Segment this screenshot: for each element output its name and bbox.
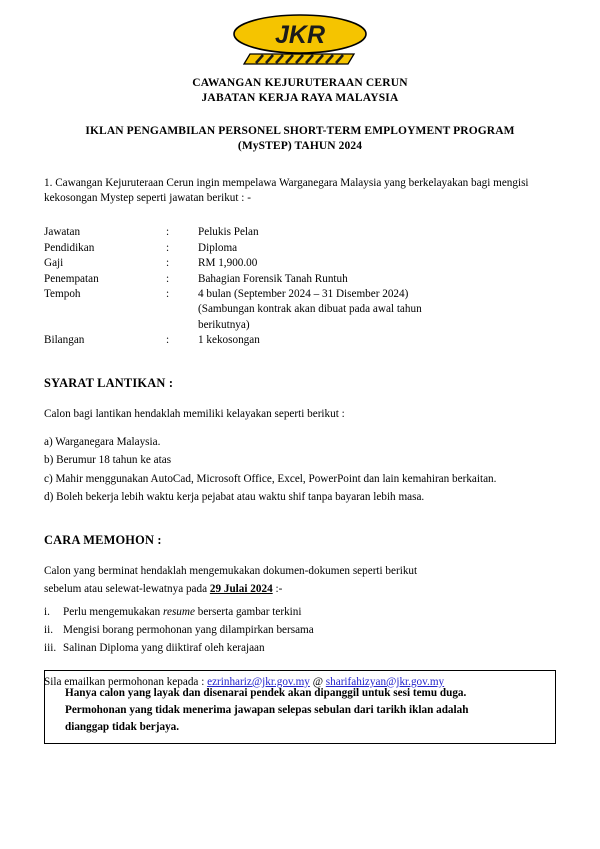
detail-colon: : [166, 241, 170, 254]
cara-lead-suffix: :- [272, 583, 283, 596]
closing-date: 29 Julai 2024 [209, 583, 273, 596]
list-text-italic: resume [163, 605, 195, 618]
detail-colon: : [166, 288, 170, 301]
tempoh-value: 4 bulan (September 2024 – 31 Disember 2024) [198, 288, 409, 301]
detail-value: Pelukis Pelan [198, 226, 259, 239]
list-item-text: Salinan Diploma yang diiktiraf oleh kerajaan [63, 642, 265, 655]
table-row [44, 287, 422, 333]
list-text-before: Perlu mengemukakan [63, 605, 164, 618]
detail-colon: : [166, 226, 170, 239]
syarat-list [44, 405, 556, 507]
notice-line-2: Permohonan yang tidak menerima jawapan selepas sebulan dari tarikh iklan adalah [65, 704, 469, 716]
cara-roman-list [44, 603, 556, 658]
cara-lead-prefix: sebelum atau selewat-lewatnya pada [44, 583, 210, 596]
section-heading-syarat: SYARAT LANTIKAN : [44, 375, 174, 390]
detail-value: Bahagian Forensik Tanah Runtuh [198, 272, 348, 285]
table-row [44, 256, 422, 271]
email-prefix: Sila emailkan permohonan kepada : [44, 675, 208, 688]
tempoh-note-line-1: (Sambungan kontrak akan dibuat pada awal tahun [198, 303, 422, 316]
vacancy-details-table [44, 225, 422, 348]
page-title [44, 124, 556, 154]
detail-colon: : [166, 272, 170, 285]
header-line-2: JABATAN KERJA RAYA MALAYSIA [201, 92, 399, 104]
cara-lead-line-2 [44, 580, 556, 598]
email-link-2[interactable]: sharifahizyan@jkr.gov.my [325, 675, 445, 688]
svg-text:JKR: JKR [274, 21, 326, 49]
detail-label: Jawatan [44, 226, 81, 239]
jkr-logo-icon [230, 14, 370, 66]
list-item: b) Berumur 18 tahun ke atas [44, 454, 172, 467]
cara-list [44, 562, 556, 658]
email-separator: @ [309, 675, 326, 688]
list-item [44, 621, 556, 639]
list-item [44, 603, 556, 621]
tempoh-note-line-2: berikutnya) [198, 318, 250, 331]
email-link-1[interactable]: ezrinhariz@jkr.gov.my [207, 675, 310, 688]
list-item-text [63, 603, 302, 621]
table-row [44, 225, 422, 240]
detail-value: 1 kekosongan [198, 334, 260, 347]
organisation-header [44, 76, 556, 106]
list-item [44, 639, 556, 657]
detail-colon: : [166, 257, 170, 270]
table-row [44, 272, 422, 287]
detail-label: Gaji [44, 257, 64, 270]
list-marker: ii. [44, 623, 54, 636]
notice-box [44, 670, 556, 744]
title-line-1: IKLAN PENGAMBILAN PERSONEL SHORT-TERM EMPLOYMENT PROGRAM [85, 125, 515, 137]
notice-line-3: dianggap tidak berjaya. [65, 721, 180, 733]
list-item-text: Mengisi borang permohonan yang dilampirkan bersama [63, 623, 314, 636]
list-item: a) Warganegara Malaysia. [44, 436, 161, 449]
detail-value: RM 1,900.00 [198, 257, 258, 270]
detail-value [198, 287, 422, 333]
detail-value: Diploma [198, 241, 238, 254]
section-heading-cara: CARA MEMOHON : [44, 532, 162, 547]
syarat-lead: Calon bagi lantikan hendaklah memiliki kelayakan seperti berikut : [44, 407, 345, 420]
header-line-1: CAWANGAN KEJURUTERAAN CERUN [192, 77, 408, 89]
notice-line-1: Hanya calon yang layak dan disenarai pendek akan dipanggil untuk sesi temu duga. [65, 687, 467, 699]
list-text-after: berserta gambar terkini [194, 605, 302, 618]
list-item: d) Boleh bekerja lebih waktu kerja pejabat atau waktu shif tanpa bayaran lebih masa. [44, 491, 425, 504]
detail-label: Tempoh [44, 288, 81, 301]
table-row [44, 241, 422, 256]
title-line-2: (MySTEP) TAHUN 2024 [237, 140, 363, 152]
cara-lead-line-1: Calon yang berminat hendaklah mengemukakan dokumen-dokumen seperti berikut [44, 564, 418, 577]
intro-paragraph: 1. Cawangan Kejuruteraan Cerun ingin mempelawa Warganegara Malaysia yang berkelayakan bagi mengisi kekosongan Mystep seperti jawatan berikut : - [44, 177, 529, 205]
detail-label: Pendidikan [44, 241, 95, 254]
list-item: c) Mahir menggunakan AutoCad, Microsoft Office, Excel, PowerPoint dan lain kemahiran berkaitan. [44, 472, 497, 485]
list-marker: i. [44, 605, 50, 618]
detail-label: Penempatan [44, 272, 99, 285]
logo-container [44, 0, 556, 66]
detail-label: Bilangan [44, 334, 85, 347]
table-row [44, 333, 422, 348]
detail-colon: : [166, 334, 170, 347]
list-marker: iii. [44, 642, 57, 655]
